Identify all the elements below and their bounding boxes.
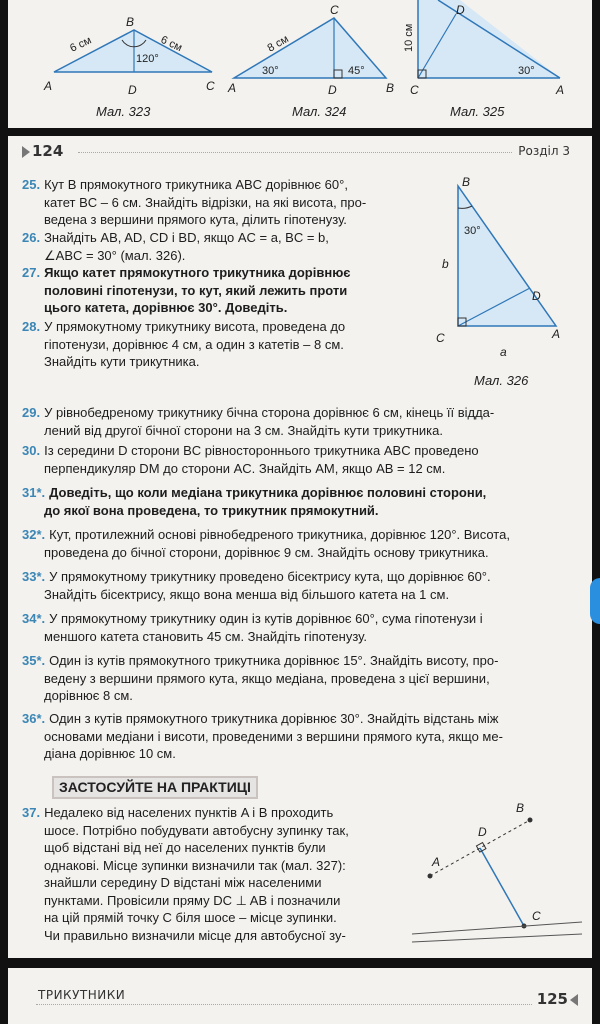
page-number [22,142,63,160]
figure-326 [428,176,578,396]
fig326-label-d: D [532,289,541,303]
problem-31: 31*. Доведіть, що коли медіана трикутника дорівнює половині сторони, до якої вона проведена, то трикутник прямокутний. [22,485,487,518]
fig323-label-c: C [206,79,215,93]
top-figures-strip [8,0,592,128]
fig324-label-b: B [386,81,395,95]
page-125-header [8,968,592,1024]
fig323-label-d: D [128,83,137,97]
figure-324 [227,3,394,97]
page-arrow-icon [22,146,30,158]
problem-36: 36*. Один з кутів прямокутного трикутника дорівнює 30°. Знайдіть відстань між основами медіани і висоти, проведеними з вершини прямого кута, якщо ме- діана дорівнює 10 см. [22,711,503,761]
fig326-label-b: B [462,176,471,189]
fig326-side-a: a [500,345,507,359]
fig323-side-left: 6 см [68,34,94,55]
fig325-angle: 30° [518,65,535,77]
fig324-side: 8 см [265,33,291,55]
problem-34: 34*. У прямокутному трикутнику один із кутів дорівнює 60°, сума гіпотенузи і меншого катета становить 45 см. Знайдіть гіпотенузу. [22,611,483,644]
fig324-angle-right: 45° [348,65,365,77]
problem-33: 33*. У прямокутному трикутнику проведено бісектрису кута, що дорівнює 60°. Знайдіть бісектрису, якщо вона менша від більшого катета на 1 см. [22,569,491,602]
fig323-side-right: 6 см [158,33,184,55]
fig325-caption: Мал. 325 [450,104,505,119]
page-header [8,142,592,162]
next-page-number [537,990,578,1008]
fig325-label-d: D [456,3,465,17]
header-rule [78,152,512,153]
fig323-label-b: B [126,15,135,29]
fig327-label-a: A [432,855,441,869]
fig326-label-c: C [436,331,445,345]
fig326-angle: 30° [464,225,481,237]
problem-37: 37. Недалеко від населених пунктів A і B проходить шосе. Потрібно побудувати автобусну зупинку так, щоб відстані від неї до населених пунктів були однакові. Місце зупинки визначили так (мал. 327): знайшли середину D відстані між населеними пунктами. Провісили пряму DC ⊥ AB і позначили на цій прямій точку C біля шосе – місце зупинки. Чи правильно визначили місце для автобусної зу- [22,805,349,943]
fig325-label-c: C [410,83,419,97]
problem-26: 26. Знайдіть AB, AD, CD і BD, якщо AC = a, BC = b, ∠ABC = 30° (мал. 326). [22,230,329,263]
practice-heading: ЗАСТОСУЙТЕ НА ПРАКТИЦІ [52,776,258,799]
fig323-angle: 120° [136,53,159,65]
side-tab-handle[interactable] [590,578,600,624]
page-124 [8,136,592,958]
fig324-label-c: C [330,3,339,17]
page-number-text: 124 [32,142,64,160]
figure-323 [43,15,215,97]
fig327-label-b: B [516,801,525,815]
problem-35: 35*. Один із кутів прямокутного трикутника дорівнює 15°. Знайдіть висоту, про- ведену з вершини прямого кута, якщо медіана, проведена з цієї вершини, дорівнює 8 см. [22,653,499,703]
figure-327 [412,796,588,946]
fig326-label-a: A [552,327,561,341]
fig323-caption: Мал. 323 [96,104,151,119]
next-page-arrow-icon [570,994,578,1006]
fig324-angle-left: 30° [262,65,279,77]
problem-25: 25. Кут B прямокутного трикутника ABC дорівнює 60°, катет BC – 6 см. Знайдіть відрізки, на які висота, про- ведена з вершини прямого кута, ділить гіпотенузу. [22,177,367,227]
fig327-label-c: C [532,909,541,923]
problem-30: 30. Із середини D сторони BC рівностороннього трикутника ABC проведено перпендикуляр DM до сторони AC. Знайдіть AM, якщо AB = 12 см. [22,443,479,476]
next-page-number-text: 125 [536,990,568,1008]
figure-325 [403,0,564,97]
fig327-label-d: D [478,825,487,839]
next-page-title: ТРИКУТНИКИ [38,988,126,1002]
fig325-side: 10 см [403,23,415,52]
problem-32: 32*. Кут, протилежний основі рівнобедреного трикутника, дорівнює 120°. Висота, проведена до бічної сторони, дорівнює 9 см. Знайдіть основу трикутника. [22,527,510,560]
fig325-label-a: A [556,83,565,97]
problem-27: 27. Якщо катет прямокутного трикутника дорівнює половині гіпотенузи, то кут, який лежить проти цього катета, дорівнює 30°. Доведіть. [22,265,351,315]
fig324-label-a: A [228,81,237,95]
fig326-caption: Мал. 326 [474,373,529,388]
section-title: Розділ 3 [518,144,570,158]
next-page-rule [36,1004,532,1005]
problem-28: 28. У прямокутному трикутнику висота, проведена до гіпотенузи, дорівнює 4 см, а один з катетів – 8 см. Знайдіть кути трикутника. [22,319,346,369]
problem-29: 29. У рівнобедреному трикутнику бічна сторона дорівнює 6 см, кінець її відда- лений від другої бічної сторони на 3 см. Знайдіть кути трикутника. [22,405,495,438]
fig323-label-a: A [44,79,53,93]
fig326-side-b: b [442,257,449,271]
fig324-caption: Мал. 324 [292,104,347,119]
fig324-label-d: D [328,83,337,97]
